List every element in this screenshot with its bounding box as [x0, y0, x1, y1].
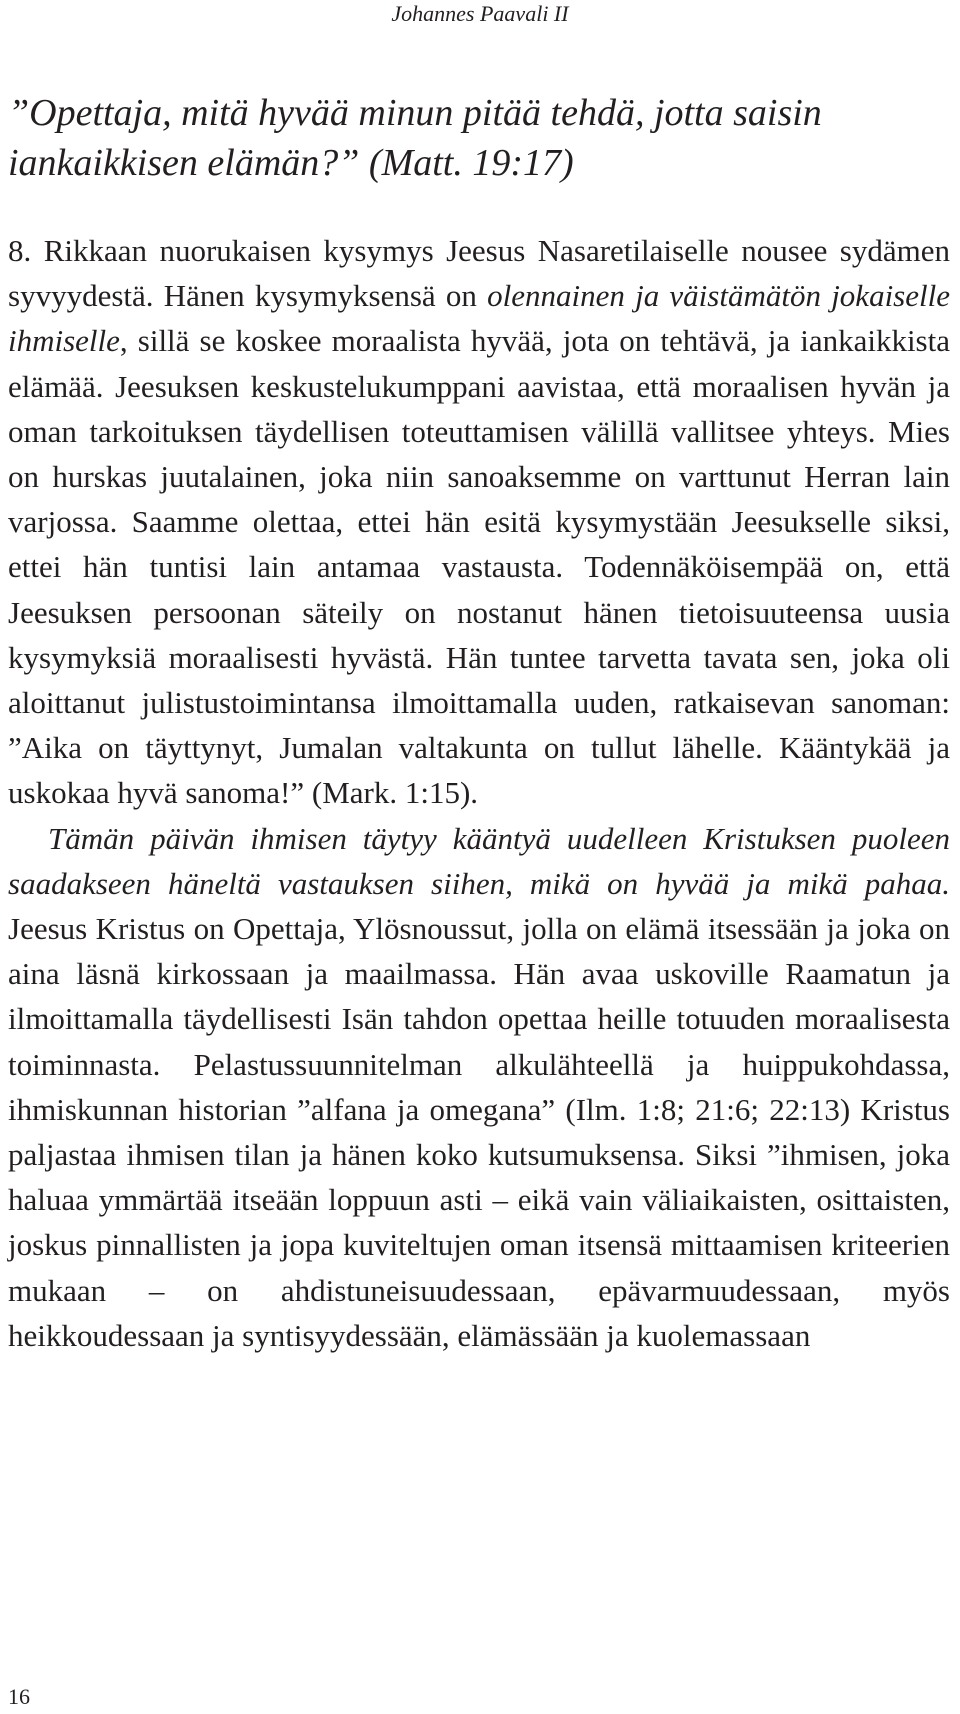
paragraph-2-rest: Jeesus Kristus on Opettaja, Ylösnoussut, jolla on elämä itsessään ja joka on aina läsnä kirkossaan ja maailmassa. Hän avaa uskoville Raamatun ja ilmoittamalla täydellisesti Isän tahdon opettaa heille totuuden moraalisesta toiminnasta. Pelastussuunnitelman alkulähteellä ja huippukohdassa, ihmiskunnan historian ”alfana ja omegana” (Ilm. 1:8; 21:6; 22:13) Kristus paljastaa ihmisen tilan ja hänen koko kutsumuksensa. Siksi ”ihmisen, joka haluaa ymmärtää itseään loppuun asti – eikä vain väliaikaisten, osittaisten, joskus pinnallisten ja jopa kuviteltujen oman itsensä mittaamisen kriteerien mukaan – on ahdistuneisuudessaan, epävarmuudessaan, myös heikkoudessaan ja syntisyydessään, elämässään ja kuolemassaan	[8, 911, 950, 1353]
paragraph-2-italic: Tämän päivän ihmisen täytyy kääntyä uudelleen Kristuksen puoleen saadakseen häneltä vastauksen siihen, mikä on hyvää ja mikä pahaa.	[8, 820, 950, 901]
paragraph-2	[8, 816, 950, 1358]
motto-quote: ”Opettaja, mitä hyvää minun pitää tehdä, jotta saisin iankaikkisen elämän?” (Matt. 19:17)	[8, 92, 822, 184]
paragraph-1-rest: , sillä se koskee moraalista hyvää, jota on tehtävä, ja iankaikkista elämää. Jeesuksen keskustelukumppani aavistaa, että moraalisen hyvän ja oman tarkoituksen täydellisen toteuttamisen välillä vallitsee yhteys. Mies on hurskas juutalainen, joka niin sanoaksemme on varttunut Herran lain varjossa. Saamme olettaa, ettei hän esitä kysymystään Jeesukselle siksi, ettei hän tuntisi lain antamaa vastausta. Todennäköisempää on, että Jeesuksen persoonan säteily on nostanut hänen tietoisuuteensa uusia kysymyksiä moraalisesti hyvästä. Hän tuntee tarvetta tavata sen, joka oli aloittanut julistustoimintansa ilmoittamalla uuden, ratkaisevan sanoman: ”Aika on täyttynyt, Jumalan valtakunta on tullut lähelle. Kääntykää ja uskokaa hyvä sanoma!” (Mark. 1:15).	[8, 323, 950, 811]
page-number: 16	[8, 1684, 30, 1709]
body-text	[8, 228, 950, 1358]
paragraph-1-italic: olennainen ja väistämätön jokaiselle ihmiselle	[8, 278, 950, 359]
paragraph-1-text: 8. Rikkaan nuorukaisen kysymys Jeesus Nasaretilaiselle nousee sydämen syvyydestä. Hänen kysymyksensä on	[8, 233, 950, 314]
paragraph-1	[8, 228, 950, 816]
running-head: Johannes Paavali II	[391, 1, 569, 26]
